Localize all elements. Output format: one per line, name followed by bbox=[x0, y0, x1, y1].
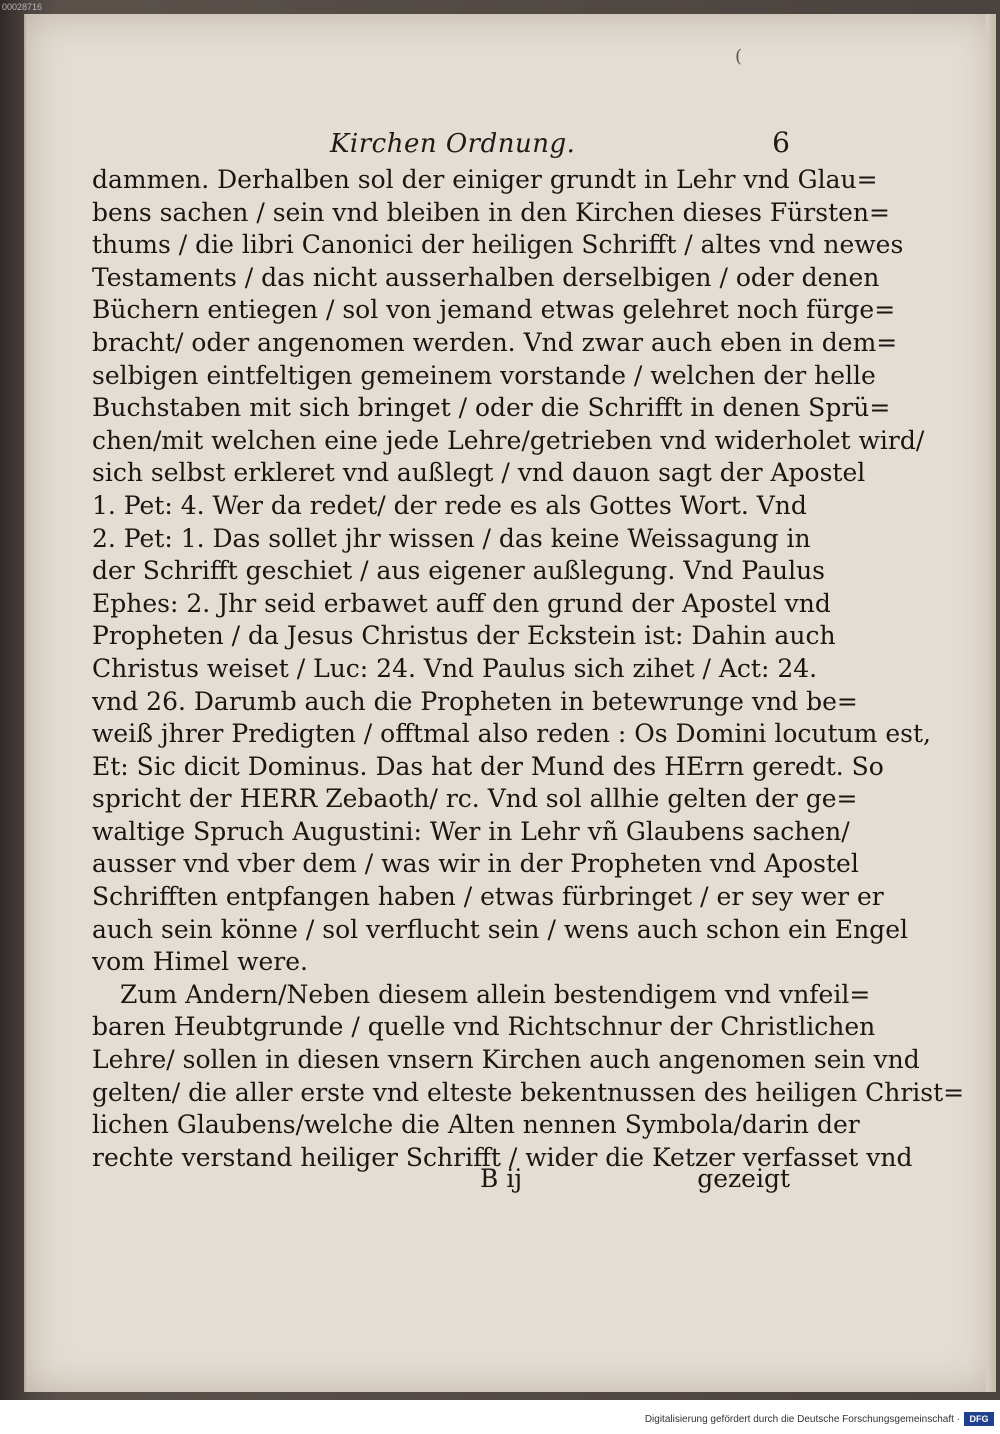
text-line: Testaments / das nicht ausserhalben derselbigen / oder denen bbox=[92, 262, 880, 292]
running-title: Kirchen Ordnung. bbox=[330, 129, 576, 159]
text-line: vom Himel were. bbox=[92, 947, 308, 977]
text-line: Et: Sic dicit Dominus. Das hat der Mund des HErrn geredt. So bbox=[92, 751, 884, 781]
running-head bbox=[330, 126, 790, 159]
text-line: bens sachen / sein vnd bleiben in den Kirchen dieses Fürsten= bbox=[92, 197, 890, 227]
footer-credit: Digitalisierung gefördert durch die Deutsche Forschungsgemeinschaft · bbox=[644, 1414, 960, 1425]
dfg-logo: DFG bbox=[964, 1412, 994, 1426]
footer-bar bbox=[0, 1400, 1000, 1434]
text-block bbox=[92, 164, 965, 1174]
text-line: selbigen eintfeltigen gemeinem vorstande / welchen der helle bbox=[92, 360, 876, 390]
text-line: Lehre/ sollen in diesen vnsern Kirchen auch angenomen sein vnd bbox=[92, 1045, 920, 1075]
text-line: Zum Andern/Neben diesem allein bestendigem vnd vnfeil= bbox=[120, 979, 871, 1009]
text-line: Schrifften entpfangen haben / etwas fürbringet / er sey wer er bbox=[92, 882, 884, 912]
text-line: Ephes: 2. Jhr seid erbawet auff den grund der Apostel vnd bbox=[92, 588, 831, 618]
text-line: auch sein könne / sol verflucht sein / wens auch schon ein Engel bbox=[92, 914, 908, 944]
signature-mark: B ij bbox=[480, 1164, 523, 1193]
text-line: ausser vnd vber dem / was wir in der Propheten vnd Apostel bbox=[92, 849, 859, 879]
text-line: Büchern entiegen / sol von jemand etwas gelehret noch fürge= bbox=[92, 295, 896, 325]
catchword-line bbox=[480, 1164, 790, 1193]
text-line: der Schrifft geschiet / aus eigener außlegung. Vnd Paulus bbox=[92, 556, 826, 586]
text-line: Christus weiset / Luc: 24. Vnd Paulus sich zihet / Act: 24. bbox=[92, 653, 818, 683]
text-line: 2. Pet: 1. Das sollet jhr wissen / das keine Weissagung in bbox=[92, 523, 811, 553]
text-line: waltige Spruch Augustini: Wer in Lehr vñ Glaubens sachen/ bbox=[92, 816, 850, 846]
text-line: chen/mit welchen eine jede Lehre/getrieben vnd widerholet wird/ bbox=[92, 425, 925, 455]
text-line: baren Heubtgrunde / quelle vnd Richtschnur der Christlichen bbox=[92, 1012, 876, 1042]
text-line: thums / die libri Canonici der heiligen Schrifft / altes vnd newes bbox=[92, 230, 904, 260]
text-line: sich selbst erkleret vnd außlegt / vnd dauon sagt der Apostel bbox=[92, 458, 866, 488]
text-line: Buchstaben mit sich bringet / oder die Schrifft in denen Sprü= bbox=[92, 393, 891, 423]
page-edge bbox=[986, 14, 996, 1392]
text-line: lichen Glaubens/welche die Alten nennen Symbola/darin der bbox=[92, 1110, 860, 1140]
text-line: rechte verstand heiliger Schrifft / wider die Ketzer verfasset vnd bbox=[92, 1142, 913, 1172]
text-line: Propheten / da Jesus Christus der Eckstein ist: Dahin auch bbox=[92, 621, 836, 651]
page-number: 6 bbox=[772, 126, 790, 159]
text-line: vnd 26. Darumb auch die Propheten in betewrunge vnd be= bbox=[92, 686, 858, 716]
text-line: dammen. Derhalben sol der einiger grundt in Lehr vnd Glau= bbox=[92, 165, 878, 194]
text-line: bracht/ oder angenomen werden. Vnd zwar auch eben in dem= bbox=[92, 327, 898, 357]
text-line: spricht der HERR Zebaoth/ rc. Vnd sol allhie gelten der ge= bbox=[92, 784, 858, 814]
text-line: 1. Pet: 4. Wer da redet/ der rede es als Gottes Wort. Vnd bbox=[92, 490, 807, 520]
text-line: gelten/ die aller erste vnd elteste bekentnussen des heiligen Christ= bbox=[92, 1077, 965, 1107]
catchword: gezeigt bbox=[697, 1164, 790, 1193]
text-line: weiß jhrer Predigten / offtmal also reden : Os Domini locutum est, bbox=[92, 719, 931, 749]
corner-mark: ( bbox=[735, 46, 743, 67]
scan-id: 00028716 bbox=[2, 2, 43, 12]
